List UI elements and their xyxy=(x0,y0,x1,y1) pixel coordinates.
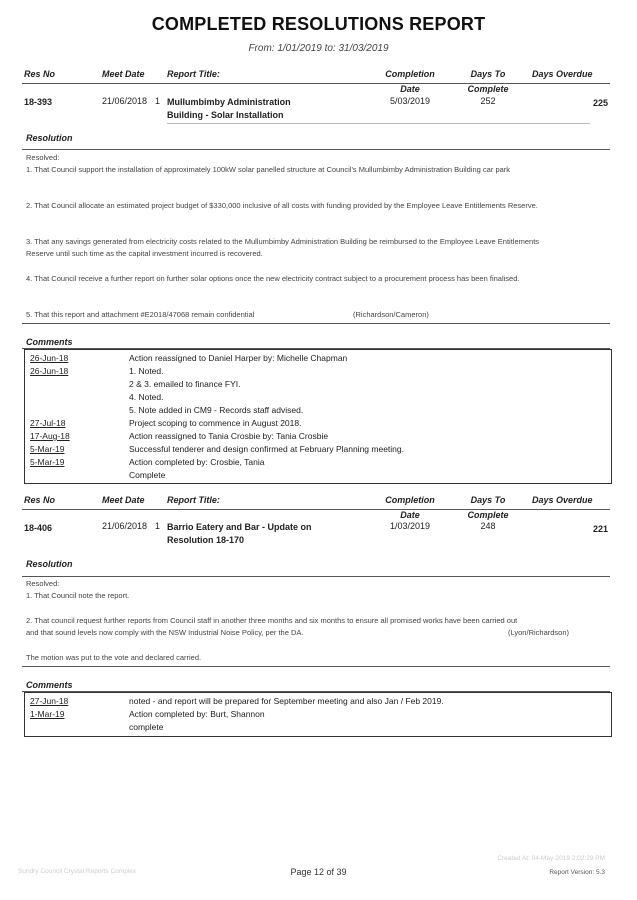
comment-date: 26-Jun-18 xyxy=(30,353,69,363)
report-title-line2: Building - Solar Installation xyxy=(167,110,284,120)
resolved-label: Resolved: xyxy=(26,579,60,588)
report-title: COMPLETED RESOLUTIONS REPORT xyxy=(151,14,486,34)
resolved-label: Resolved: xyxy=(26,153,60,162)
comment-text: 5. Note added in CM9 - Records staff advised. xyxy=(129,405,304,415)
meet-date: 21/06/2018 xyxy=(102,521,148,531)
page-number: Page 12 of 39 xyxy=(290,867,347,877)
resolution-para-3: 3. That any savings generated from electricity costs related to the Mullumbimby Administration Building be reimbursed to the Employee Leave Entitlements Reserve until such time as the capital investment incurred is recovered. xyxy=(26,237,540,258)
resolution-label: Resolution xyxy=(26,133,73,143)
item-number: 1 xyxy=(155,521,161,531)
comment-text: 4. Noted. xyxy=(129,392,164,402)
comment-date: 27-Jun-18 xyxy=(30,696,69,706)
col-header-completion-date: Date xyxy=(400,510,420,520)
comment-date: 5-Mar-19 xyxy=(30,457,65,467)
footer-version: Report Version: 5.3 xyxy=(549,869,605,876)
comment-text: Action completed by: Crosbie, Tania xyxy=(129,457,265,467)
col-header-days-to: Days To xyxy=(470,495,506,505)
resolution-para-1: 1. That Council note the report. xyxy=(26,591,130,600)
report-title-line2: Resolution 18-170 xyxy=(167,535,245,545)
col-header-report-title: Report Title: xyxy=(167,495,220,505)
resolution-end-divider xyxy=(22,666,610,667)
resolution-divider xyxy=(22,149,610,150)
resolution-mover: (Lyon/Richardson) xyxy=(508,628,569,637)
comment-text: Action reassigned to Daniel Harper by: Michelle Chapman xyxy=(129,353,348,363)
report-date-range: From: 1/01/2019 to: 31/03/2019 xyxy=(248,43,389,54)
completion-date: 1/03/2019 xyxy=(389,521,431,531)
comments-label: Comments xyxy=(26,337,73,347)
comments-box xyxy=(24,349,612,484)
meet-date: 21/06/2018 xyxy=(102,96,148,106)
col-header-meet-date: Meet Date xyxy=(102,495,145,505)
comment-date: 27-Jul-18 xyxy=(30,418,66,428)
col-header-days-overdue: Days Overdue xyxy=(532,69,593,79)
resolution-motion: The motion was put to the vote and declared carried. xyxy=(26,653,202,662)
comment-text: complete xyxy=(129,722,164,732)
resolution-divider xyxy=(22,576,610,577)
col-header-meet-date: Meet Date xyxy=(102,69,145,79)
resolution-para-5: 5. That this report and attachment #E2018/47068 remain confidential xyxy=(26,310,255,319)
comment-text: Project scoping to commence in August 2018. xyxy=(129,418,302,428)
res-no: 18-393 xyxy=(24,97,53,107)
col-header-report-title: Report Title: xyxy=(167,69,220,79)
resolution-para-1: 1. That Council support the installation of approximately 100kW solar panelled structure at Council's Mullumbimby Administration Building car park xyxy=(26,165,511,174)
header-divider xyxy=(22,509,610,510)
res-no: 18-406 xyxy=(24,523,53,533)
comment-text: 2 & 3. emailed to finance FYI. xyxy=(129,379,241,389)
col-header-days-to-complete: Complete xyxy=(467,84,509,94)
header-divider xyxy=(22,83,610,84)
comment-date: 5-Mar-19 xyxy=(30,444,65,454)
comment-date: 17-Aug-18 xyxy=(30,431,70,441)
comment-text: Complete xyxy=(129,470,166,480)
resolution-para-2: 2. That Council allocate an estimated project budget of $330,000 inclusive of all costs with funding provided by the Employee Leave Entitlements Reserve. xyxy=(26,201,538,210)
completion-date: 5/03/2019 xyxy=(389,96,431,106)
days-overdue: 221 xyxy=(592,524,608,534)
row-divider xyxy=(167,123,590,124)
resolution-label: Resolution xyxy=(26,559,73,569)
comment-text: Action reassigned to Tania Crosbie by: Tania Crosbie xyxy=(129,431,329,441)
col-header-res-no: Res No xyxy=(24,69,56,79)
col-header-completion: Completion xyxy=(385,69,435,79)
days-to-complete: 248 xyxy=(480,521,496,531)
comment-date: 26-Jun-18 xyxy=(30,366,69,376)
comment-text: Successful tenderer and design confirmed at February Planning meeting. xyxy=(129,444,404,454)
report-title-line1: Barrio Eatery and Bar - Update on xyxy=(167,522,312,532)
comment-text: noted - and report will be prepared for September meeting and also Jan / Feb 2019. xyxy=(129,696,444,706)
col-header-completion-date: Date xyxy=(400,84,420,94)
resolution-mover: (Richardson/Cameron) xyxy=(353,310,429,319)
resolution-end-divider xyxy=(22,323,610,324)
col-header-days-to: Days To xyxy=(470,69,506,79)
col-header-completion: Completion xyxy=(385,495,435,505)
comment-text: 1. Noted. xyxy=(129,366,164,376)
footer-source: Sundry Council Crystal Reports Complex xyxy=(18,868,137,875)
days-to-complete: 252 xyxy=(480,96,496,106)
comment-date: 1-Mar-19 xyxy=(30,709,65,719)
item-number: 1 xyxy=(155,96,161,106)
report-title-line1: Mullumbimby Administration xyxy=(167,97,291,107)
days-overdue: 225 xyxy=(592,98,608,108)
col-header-days-to-complete: Complete xyxy=(467,510,509,520)
resolution-para-2: 2. That council request further reports from Council staff in another three months and six months to ensure all promised works have been carried out and that sound levels now comply with the NSW Industrial Noise Policy, per the DA. xyxy=(26,616,518,637)
resolution-para-4: 4. That Council receive a further report on further solar options once the new electricity contract subject to a procurement process has been finalised. xyxy=(26,274,520,283)
comment-text: Action completed by: Burt, Shannon xyxy=(129,709,265,719)
col-header-res-no: Res No xyxy=(24,495,56,505)
comments-label: Comments xyxy=(26,680,73,690)
footer-created: Created At: 04-May-2019 2:02:29 PM xyxy=(497,855,605,862)
col-header-days-overdue: Days Overdue xyxy=(532,495,593,505)
